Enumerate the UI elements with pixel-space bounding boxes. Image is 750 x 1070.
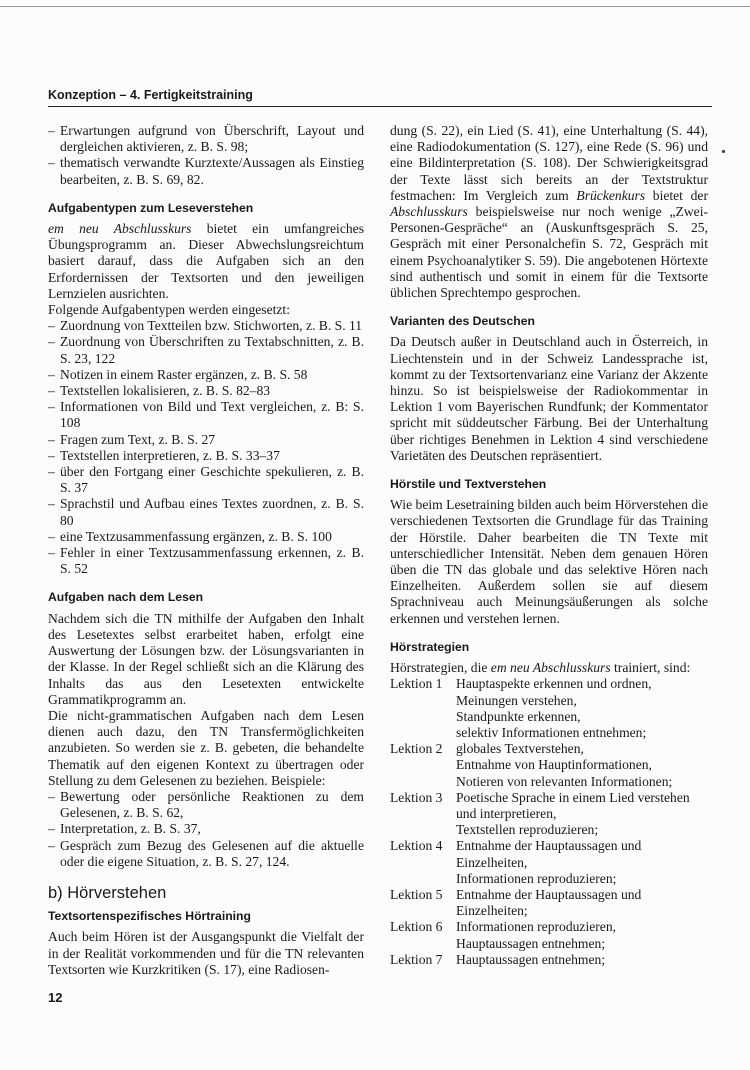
paragraph-varianten: Da Deutsch außer in Deutschland auch in Österreich, in Liechtenstein und in der Schweiz Landessprache ist, kommt zu der Textsortenvarianz eine Varianz der Akzente hinzu. So ist beispielsweise der Radiokommentar in Lektion 1 vom Bayerischen Rundfunk; der Kommentator spricht mit süddeutscher Färbung. Bei der Unterhaltung über richtiges Benehmen in Lektion 4 sind verschiedene Varietäten des Deutschen repräsentiert. (390, 334, 708, 463)
lesson-row (390, 741, 708, 790)
lesson-label: Lektion 5 (390, 886, 443, 902)
lesson-label: Lektion 6 (390, 919, 443, 935)
list-item: – Fragen zum Text, z. B. S. 27 (48, 432, 364, 448)
list-item: – Interpretation, z. B. S. 37, (48, 821, 364, 837)
book-title: em neu Abschlusskurs (490, 660, 611, 676)
lesson-label: Lektion 3 (390, 789, 443, 805)
list-item: – Textstellen lokalisieren, z. B. S. 82–83 (48, 383, 364, 399)
list-item: – Zuordnung von Textteilen bzw. Stichworten, z. B. S. 11 (48, 318, 364, 334)
lesson-row (390, 887, 708, 919)
lesson-item: globales Textverstehen, (456, 741, 584, 757)
lesson-item: und interpretieren, (456, 805, 557, 821)
beispiele-list (48, 789, 364, 870)
paragraph-hoerstrategien-intro: Hörstrategien, die em neu Abschlusskurs trainiert, sind: (390, 660, 691, 676)
lesson-item: Textstellen reproduzieren; (456, 822, 599, 838)
book-title: Abschlusskurs (390, 204, 468, 220)
lesson-label: Lektion 7 (390, 951, 443, 967)
paragraph-aufgabentypen: em neu Abschlusskurs bietet ein umfangreiches Übungsprogramm an. Dieser Abwechslungsreichtum basiert darauf, dass die Aufgaben sich an den Erfordernissen der Textsorten und den jeweiligen Lernzielen ausrichten. (48, 221, 364, 301)
paragraph-nach-dem-lesen-2: Die nicht-grammatischen Aufgaben nach dem Lesen dienen auch dazu, den TN Transfermöglichkeiten anzubieten. So werden sie z. B. gebeten, die behandelte Thematik auf den eigenen Kontext zu übertragen oder Stellung zu dem Gelesenen zu beziehen. Beispiele: (48, 707, 364, 788)
lesson-item: Poetische Sprache in einem Lied verstehen (456, 789, 690, 805)
list-item: – Fehler in einer Textzusammenfassung erkennen, z. B. S. 52 (48, 545, 364, 577)
lesson-row (390, 790, 708, 839)
list-item: – Sprachstil und Aufbau eines Textes zuordnen, z. B. S. 80 (48, 496, 364, 528)
heading-aufgabentypen: Aufgabentypen zum Leseverstehen (48, 200, 254, 215)
list-item: – Bewertung oder persönliche Reaktionen zu dem Gelesenen, z. B. S. 62, (48, 789, 364, 821)
lesson-row (390, 919, 708, 951)
heading-hoertraining: Textsortenspezifisches Hörtraining (48, 909, 251, 924)
lesson-label: Lektion 2 (390, 741, 443, 757)
list-item: – Erwartungen aufgrund von Überschrift, Layout und dergleichen aktivieren, z. B. S. 98; (48, 123, 364, 155)
lesson-label: Lektion 4 (390, 838, 443, 854)
lesson-item: Hauptaussagen entnehmen; (456, 935, 606, 951)
lesson-label: Lektion 1 (390, 676, 443, 692)
book-title: Brückenkurs (576, 187, 646, 203)
list-item: – Notizen in einem Raster ergänzen, z. B. S. 58 (48, 367, 364, 383)
heading-nach-dem-lesen: Aufgaben nach dem Lesen (48, 590, 204, 605)
paragraph-lead: Folgende Aufgabentypen werden eingesetzt: (48, 302, 290, 318)
lesson-item: Entnahme der Hauptaussagen und (456, 838, 642, 854)
list-item: – Informationen von Bild und Text vergleichen, z. B: S. 108 (48, 399, 364, 431)
heading-varianten: Varianten des Deutschen (390, 314, 535, 329)
left-column (48, 123, 364, 978)
list-item: – Gespräch zum Bezug des Gelesenen auf die aktuelle oder die eigene Situation, z. B. S. 27, 124. (48, 838, 364, 870)
aufgabentypen-list (48, 318, 364, 577)
intro-bullet-list (48, 123, 364, 188)
heading-hoerstile: Hörstile und Textverstehen (390, 477, 547, 492)
list-item: – eine Textzusammenfassung ergänzen, z. B. S. 100 (48, 529, 364, 545)
lesson-row (390, 838, 708, 887)
lesson-item: Informationen reproduzieren; (456, 870, 617, 886)
lesson-item: Hauptaussagen entnehmen; (456, 951, 606, 967)
list-item: – Zuordnung von Überschriften zu Textabschnitten, z. B. S. 23, 122 (48, 334, 364, 366)
lesson-item: Standpunkte erkennen, (456, 708, 581, 724)
lesson-item: Informationen reproduzieren, (456, 919, 617, 935)
lesson-item: selektiv Informationen entnehmen; (456, 724, 647, 740)
lesson-row (390, 676, 708, 741)
lesson-item: Meinungen verstehen, (456, 692, 577, 708)
page-top-rule (0, 0, 750, 7)
speck-mark (722, 150, 725, 153)
paragraph-hoerstile: Wie beim Lesetraining bilden auch beim Hörverstehen die verschiedenen Textsorten die Grundlage für das Training der Hörstile. Daher bearbeiten die TN Texte mit unterschiedlicher Intensität. Neben dem genauen Hören üben die TN das globale und das selektive Hören nach Einzelheiten. Außerdem sollen sie auf diesem Sprachniveau auch Meinungsäußerungen als solche erkennen und verstehen lernen. (390, 497, 708, 626)
paragraph-continuation: dung (S. 22), ein Lied (S. 41), eine Unterhaltung (S. 44), eine Radiodokumentation (S. 127), eine Rede (S. 96) und eine Bildinterpretation (S. 108). Der Schwierigkeitsgrad der Texte lässt sich bereits an der Textstruktur festmachen: Im Vergleich zum Brückenkurs bietet der Abschlusskurs beispielsweise nur noch wenige „Zwei-Personen-Gespräche“ an (Auskunftsgespräch S. 25, Gespräch mit einer Personalchefin S. 72, Gespräch mit einem Psychoanalytiker S. 59). Die angebotenen Hörtexte sind authentisch und somit in einem für die Textsorte üblichen Sprechtempo gesprochen. (390, 123, 708, 301)
lesson-item: Hauptaspekte erkennen und ordnen, (456, 676, 652, 692)
lesson-row (390, 952, 708, 968)
book-title: em neu Abschlusskurs (48, 221, 192, 237)
list-item: – über den Fortgang einer Geschichte spekulieren, z. B. S. 37 (48, 464, 364, 496)
paragraph-nach-dem-lesen-1: Nachdem sich die TN mithilfe der Aufgaben den Inhalt des Lesetextes selbst erarbeitet haben, erfolgt eine Auswertung der Lösungen bzw. der Lösungsvarianten in der Klasse. In der Regel schließt sich an die Klärung des Inhalts das aus den Lesetexten entwickelte Grammatikprogramm an. (48, 610, 364, 707)
paragraph-hoertraining: Auch beim Hören ist der Ausgangspunkt die Vielfalt der in der Realität vorkommenden und für die TN relevanten Textsorten wie Kurzkritiken (S. 17), eine Radiosen- (48, 929, 364, 977)
list-item: – thematisch verwandte Kurztexte/Aussagen als Einstieg bearbeiten, z. B. S. 69, 82. (48, 155, 364, 187)
running-header: Konzeption – 4. Fertigkeitstraining (48, 88, 712, 107)
lesson-item: Einzelheiten, (456, 854, 528, 870)
page-number: 12 (48, 990, 63, 1005)
lesson-item: Entnahme von Hauptinformationen, (456, 757, 652, 773)
section-heading-hoerverstehen: b) Hörverstehen (48, 883, 167, 902)
lesson-item: Einzelheiten; (456, 903, 528, 919)
heading-hoerstrategien: Hörstrategien (390, 639, 470, 654)
lesson-item: Notieren von relevanten Informationen; (456, 773, 673, 789)
lesson-item: Entnahme der Hauptaussagen und (456, 886, 642, 902)
list-item: – Textstellen interpretieren, z. B. S. 33–37 (48, 448, 364, 464)
right-column (390, 123, 708, 968)
